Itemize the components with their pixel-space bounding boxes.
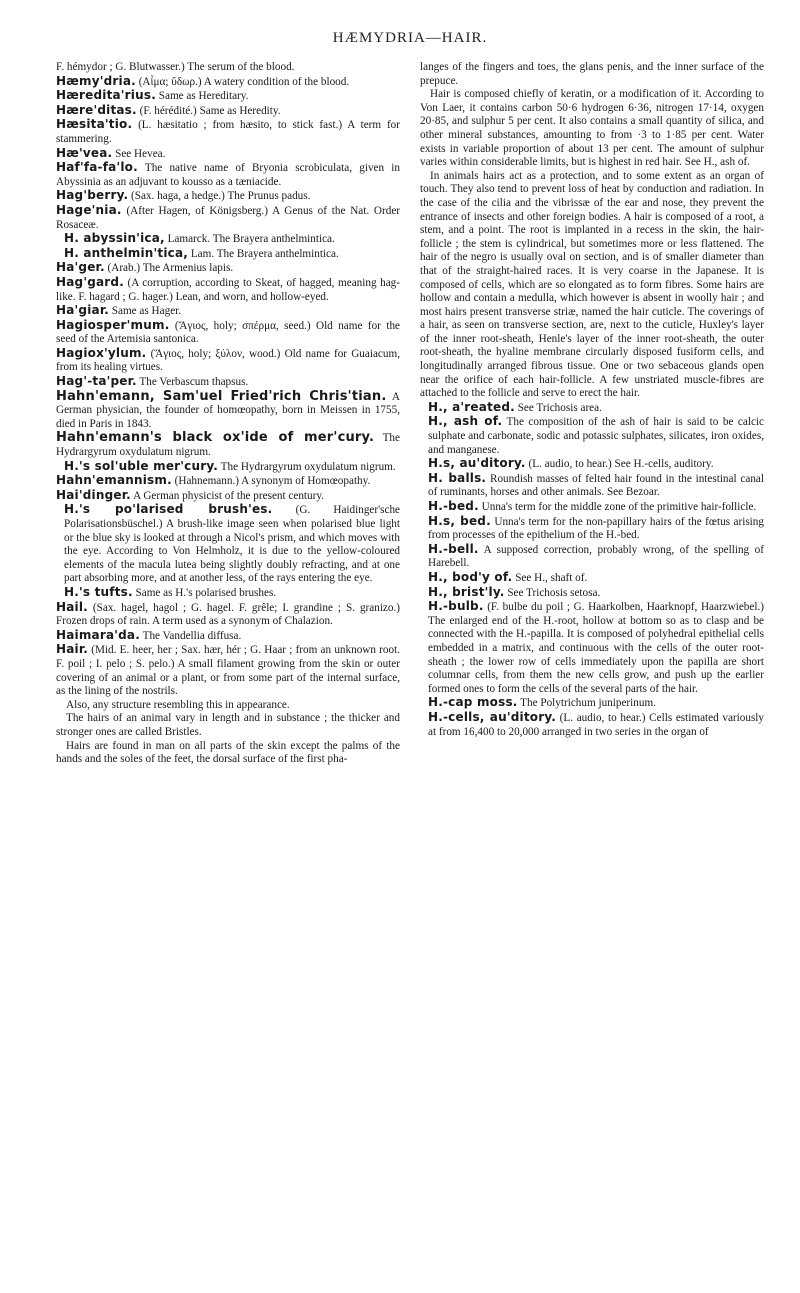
entry-headword: H.-cells, au'ditory.	[428, 709, 556, 724]
entry-headword: H., a'reated.	[428, 399, 515, 414]
entry-text: (Hahnemann.) A synonym of Homœopathy.	[174, 475, 371, 488]
dictionary-entry	[420, 696, 764, 711]
dictionary-entry	[420, 571, 764, 586]
entry-text: Unna's term for the middle zone of the primitive hair-follicle.	[481, 501, 757, 513]
entry-text: In animals hairs act as a protection, and to some extent as an organ of touch. They also tend to prevent loss of heat by conduction and radiation. In the case of the cilia and the vibrissæ of the ear and nose, they prevent the entrance of insects and other foreign bodies. A hair is composed of a root, a stem, and a point. The root is implanted in a recess in the skin, the hair-follicle ; the stem is cylindrical, but sometimes more or less flattened. The hair of the negro is usually oval on section, and is of smaller diameter than that of the straight-haired races. It is very coarse in the Japanese. It is composed of cells, which are so elongated as to form fibres. Some hairs are hollow and contain a medulla, which however is absent in woolly hair ; and most hairs present transverse striæ, named the hair cuticle. The coverings of a hair, as seen on transverse section, are, next to the cuticle, Huxley's layer of the inner root-sheath, Henle's layer of the inner root-sheath, the outer root-sheath, the hyaline membrane circularly disposed fusiform cells, and longitudinally arranged fibrous tissue. One or two sebaceous glands open near the orifice of each hair-follicle. A few unstriated muscle-fibres are attached to the follicle and serve to erect the hair.	[420, 169, 764, 400]
entry-text: (A corruption, according to Skeat, of hagged, meaning hag-like. F. hagard ; G. hager.) Lean, and worn, and hollow-eyed.	[56, 276, 400, 303]
dictionary-entry	[56, 261, 400, 276]
entry-text: A supposed correction, probably wrong, of the spelling of Harebell.	[428, 543, 764, 570]
dictionary-entry	[56, 740, 400, 767]
entry-headword: Hæredita'rius.	[56, 88, 156, 103]
dictionary-entry	[56, 431, 400, 459]
entry-text: (After Hagen, of Königsberg.) A Genus of the Nat. Order Rosaceæ.	[56, 204, 401, 231]
dictionary-entry	[56, 161, 400, 189]
dictionary-entry	[56, 61, 400, 75]
dictionary-entry	[420, 61, 764, 88]
entry-headword: Hahn'emann, Sam'uel Fried'rich Chris'tian.	[56, 388, 387, 404]
entry-headword: H.'s tufts.	[64, 584, 133, 599]
dictionary-entry	[420, 472, 764, 500]
entry-headword: Ha'ger.	[56, 260, 105, 275]
dictionary-entry	[420, 401, 764, 416]
entry-text: (L. audio, to hear.) Cells estimated variously at from 16,400 to 20,000 arranged in two series in the organ of	[428, 711, 765, 738]
entry-text: (Ἅγιος, holy; σπέρμα, seed.) Old name for the seed of the Artemisia santonica.	[56, 319, 400, 346]
entry-text: The Hydrargyrum oxydulatum nigrum.	[56, 432, 400, 459]
entry-headword: Hage'nia.	[56, 202, 122, 217]
entry-text: The Verbascum thapsus.	[139, 376, 249, 389]
entry-headword: Haimara'da.	[56, 627, 140, 642]
entry-headword: H. balls.	[428, 470, 487, 485]
dictionary-entry	[56, 474, 400, 489]
entry-headword: H.-bed.	[428, 499, 479, 513]
dictionary-entry	[420, 88, 764, 170]
entry-headword: Hæ'vea.	[56, 145, 113, 160]
dictionary-entry	[56, 189, 400, 204]
dictionary-entry	[420, 711, 764, 739]
dictionary-entry	[56, 319, 400, 347]
dictionary-entry	[56, 147, 400, 162]
entry-headword: Hag'gard.	[56, 274, 124, 289]
entry-text: A German physician, the founder of homœopathy, born in Meissen in 1755, died in Paris in 1843.	[56, 390, 400, 430]
dictionary-entry	[420, 415, 764, 457]
entry-headword: Hail.	[56, 599, 88, 614]
dictionary-entry	[56, 503, 400, 586]
entry-headword: Hagiosper'mum.	[56, 317, 170, 332]
entry-text: Hairs are found in man on all parts of the skin except the palms of the hands and the soles of the feet, the dorsal surface of the first pha-	[56, 739, 400, 766]
dictionary-entry	[56, 390, 400, 432]
entry-headword: Hæsita'tio.	[56, 117, 133, 132]
dictionary-entry	[56, 89, 400, 104]
dictionary-entry	[56, 247, 400, 262]
dictionary-entry	[56, 276, 400, 304]
dictionary-entry	[56, 629, 400, 644]
entry-text: Lam. The Brayera anthelmintica.	[190, 247, 339, 260]
entry-text: (G. Haidinger'sche Polarisationsbüschel.) A brush-like image seen when polarised blue light or the blue sky is looked at through a Nicol's prism, and which moves with the eye. According to Von Helmholz, it is due to the yellow-coloured elements of the macula lutea being slightly doubly refracting, and at one part absorbing more, and at another less, of the rays entering the eye.	[64, 504, 400, 585]
entry-headword: H.'s po'larised brush'es.	[64, 502, 273, 517]
dictionary-entry	[56, 601, 400, 629]
entry-headword: Hagiox'ylum.	[56, 345, 147, 360]
entry-text: (F. hérédité.) Same as Heredity.	[139, 104, 281, 117]
entry-headword: Hag'-ta'per.	[56, 374, 137, 389]
dictionary-entry	[56, 375, 400, 390]
entry-text: (Αἷμα; ὕδωρ.) A watery condition of the blood.	[138, 75, 350, 88]
dictionary-entry	[420, 586, 764, 601]
dictionary-entry	[56, 489, 400, 504]
entry-text: Hair is composed chiefly of keratin, or a modification of it. According to Von Laer, it contains carbon 50·6 hydrogen 6·36, nitrogen 17·14, oxygen 20·85, and sulphur 5 per cent. It also contains a small quantity of silica, and other mineral substances, amounting to from ·3 to 1·85 per cent. Water exists in variable proportion of about 13 per cent. The amount of sulphur varies within considerable limits, but is highest in red hair. See H., ash of.	[420, 88, 764, 169]
entry-headword: Hair.	[56, 642, 89, 657]
entry-text: See Trichosis area.	[517, 401, 602, 414]
entry-headword: H., bod'y of.	[428, 569, 513, 584]
entry-text: (L. hæsitatio ; from hæsito, to stick fast.) A term for stammering.	[56, 119, 400, 145]
entry-text: The native name of Bryonia scrobiculata, given in Abyssinia as an adjuvant to kousso as a tæniacide.	[56, 162, 400, 188]
entry-headword: Hag'berry.	[56, 188, 129, 203]
dictionary-entry	[420, 543, 764, 571]
dictionary-entry	[420, 457, 764, 472]
dictionary-entry	[56, 304, 400, 319]
dictionary-entry	[56, 699, 400, 713]
dictionary-entry	[420, 515, 764, 543]
columns	[56, 61, 764, 767]
dictionary-entry	[56, 232, 400, 247]
entry-headword: Hæmy'dria.	[56, 73, 136, 88]
dictionary-entry	[420, 170, 764, 401]
running-head: HÆMYDRIA—HAIR.	[332, 30, 488, 46]
entry-headword: Haf'fa-fa'lo.	[56, 160, 138, 175]
entry-headword: Ha'giar.	[56, 303, 109, 318]
entry-headword: H., ash of.	[428, 414, 503, 429]
entry-headword: H.'s sol'uble mer'cury.	[64, 458, 219, 473]
entry-text: langes of the fingers and toes, the glans penis, and the inner surface of the prepuce.	[420, 61, 764, 87]
entry-text: Unna's term for the non-papillary hairs of the fœtus arising from processes of the epithelium of the H.-bed.	[428, 515, 764, 542]
entry-text: (Sax. hagel, hagol ; G. hagel. F. grêle; I. grandine ; S. granizo.) Frozen drops of rain. A term used as a synonym of Chalazion.	[56, 601, 401, 628]
entry-text: (Ἅγιος, holy; ξύλον, wood.) Old name for Guaiacum, from its healing virtues.	[56, 347, 400, 374]
dictionary-entry	[56, 104, 400, 119]
dictionary-entry	[56, 712, 400, 739]
entry-headword: H.-cap moss.	[428, 695, 518, 710]
entry-text: (L. audio, to hear.) See H.-cells, auditory.	[528, 458, 714, 471]
dictionary-entry	[56, 586, 400, 601]
entry-headword: Hære'ditas.	[56, 102, 137, 117]
entry-text: (F. bulbe du poil ; G. Haarkolben, Haarknopf, Haarzwiebel.) The enlarged end of the H.-root, hollow at bottom so as to clasp and be connected with the H.-papilla. It is composed of polyhedral epithelial cells embedded in a matrix, and continuous with the cells of the outer root-sheath ; the lower row of cells immediately upon the papilla are short columnar cells, from them the new cells grow, and push up the earlier formed ones to form the cells of the several parts of the hair.	[428, 601, 764, 695]
entry-headword: H.s, au'ditory.	[428, 456, 526, 471]
dictionary-entry	[56, 75, 400, 90]
entry-text: See Trichosis setosa.	[507, 586, 601, 599]
entry-text: The composition of the ash of hair is said to be calcic sulphate and carbonate, sodic and potassic sulphates, silicates, iron oxides, and manganese.	[428, 416, 764, 456]
entry-text: Same as Hereditary.	[158, 90, 249, 103]
entry-headword: H. anthelmin'tica,	[64, 245, 189, 260]
entry-text: See Hevea.	[115, 147, 166, 160]
dictionary-entry	[56, 347, 400, 375]
entry-text: Also, any structure resembling this in appearance.	[66, 698, 290, 711]
entry-text: (Arab.) The Armenius lapis.	[107, 262, 234, 275]
entry-text: Roundish masses of felted hair found in the intestinal canal of ruminants, horses and other animals. See Bezoar.	[428, 472, 764, 499]
dictionary-entry	[56, 118, 400, 146]
left-column	[56, 61, 400, 767]
entry-text: Same as H.'s polarised brushes.	[135, 586, 277, 599]
entry-text: The Vandellia diffusa.	[142, 629, 242, 642]
entry-text: The hairs of an animal vary in length and in substance ; the thicker and stronger ones are called Bristles.	[56, 712, 400, 738]
entry-headword: H.-bulb.	[428, 599, 484, 614]
dictionary-entry	[56, 204, 400, 232]
entry-text: F. hémydor ; G. Blutwasser.) The serum of the blood.	[56, 61, 295, 73]
entry-text: Same as Hager.	[111, 305, 182, 318]
dictionary-entry	[420, 500, 764, 515]
entry-headword: H.s, bed.	[428, 513, 491, 528]
entry-headword: Hahn'emann's black ox'ide of mer'cury.	[56, 430, 375, 446]
entry-text: (Mid. E. heer, her ; Sax. hær, hér ; G. Haar ; from an unknown root. F. poil ; I. pelo ; S. pelo.) A small filament growing from the skin or outer covering of an animal or a plant, or from some part of the internal surface, as the lining of the nostrils.	[56, 644, 401, 698]
entry-headword: H. abyssin'ica,	[64, 231, 165, 246]
entry-headword: Hahn'emannism.	[56, 473, 172, 488]
entry-headword: H.-bell.	[428, 541, 479, 556]
dictionary-entry	[420, 600, 764, 696]
entry-text: Lamarck. The Brayera anthelmintica.	[167, 233, 335, 246]
right-column	[420, 61, 764, 767]
entry-headword: Hai'dinger.	[56, 487, 131, 502]
entry-headword: H., brist'ly.	[428, 584, 505, 599]
entry-text: A German physicist of the present century.	[133, 489, 325, 502]
entry-text: The Hydrargyrum oxydulatum nigrum.	[220, 460, 396, 473]
dictionary-entry	[56, 460, 400, 475]
entry-text: (Sax. haga, a hedge.) The Prunus padus.	[131, 190, 311, 203]
dictionary-entry	[56, 643, 400, 698]
entry-text: See H., shaft of.	[515, 571, 588, 584]
entry-text: The Polytrichum juniperinum.	[520, 697, 656, 710]
